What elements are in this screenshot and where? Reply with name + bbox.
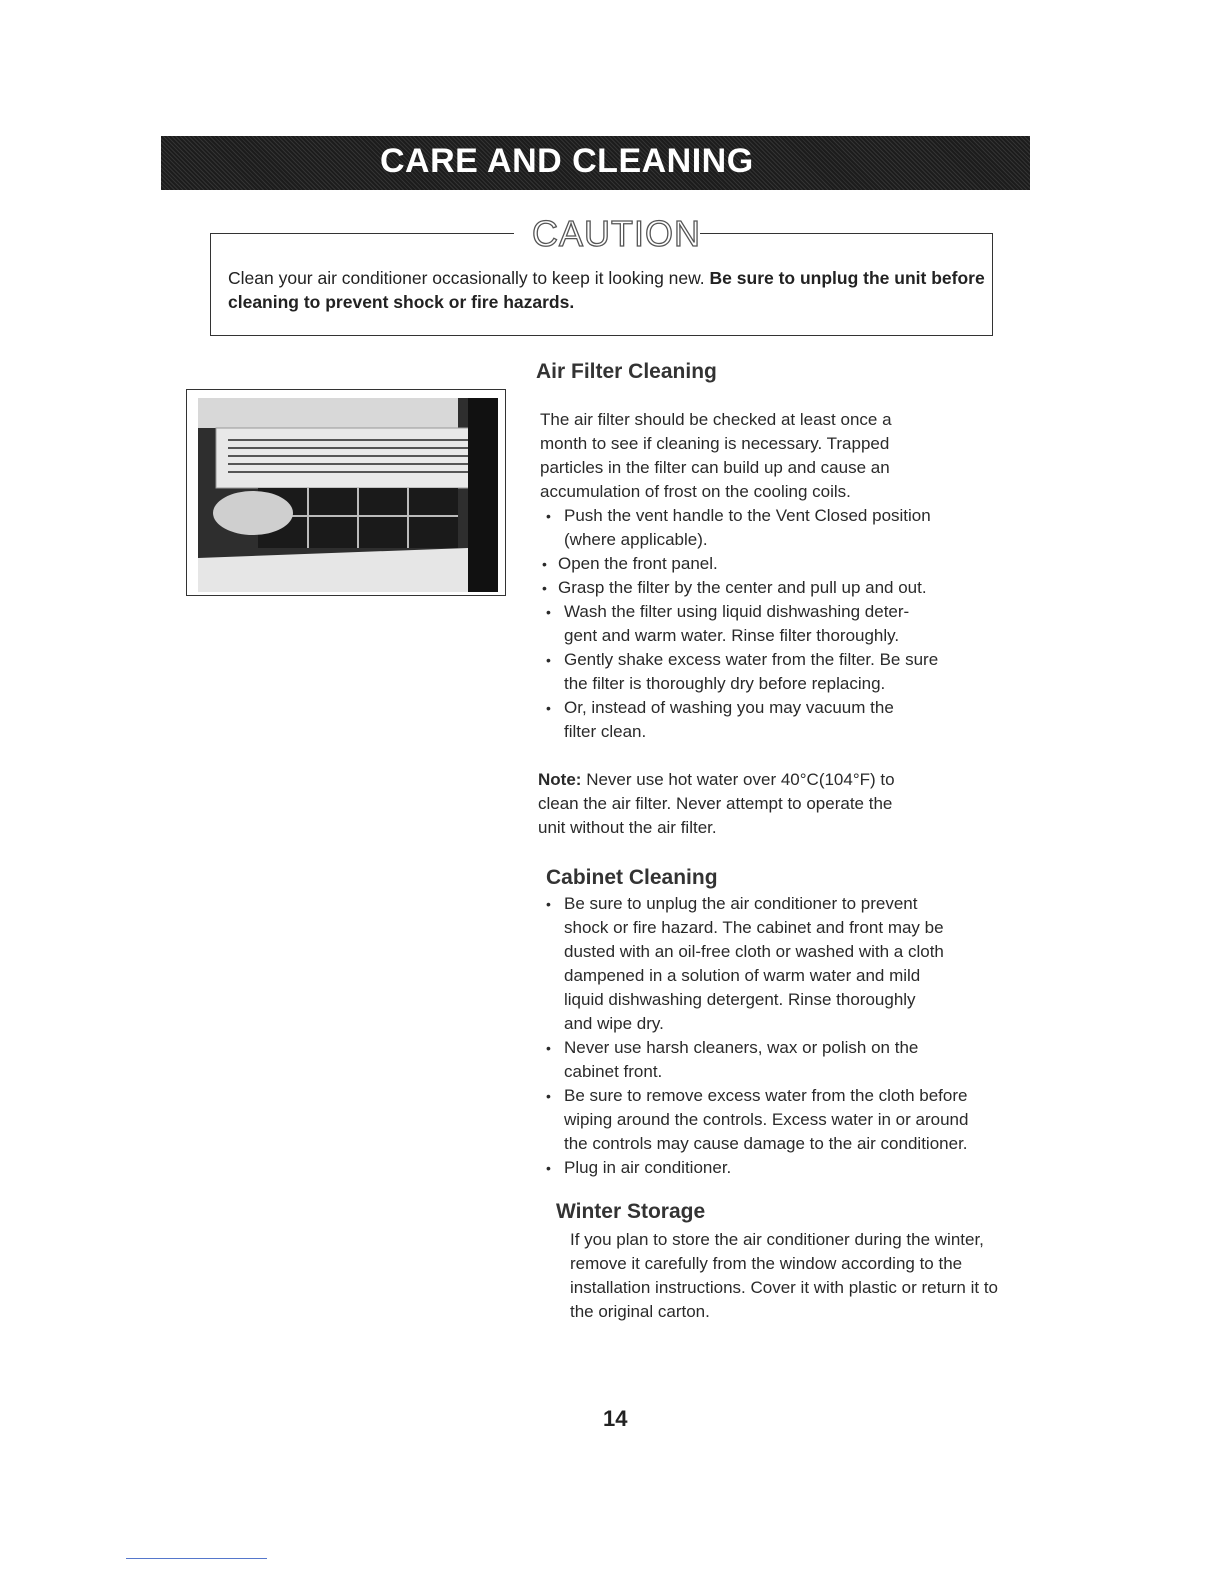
air-conditioner-filter-photo (198, 398, 498, 592)
list-item: • Gently shake excess water from the filter. Be sure the filter is thoroughly dry before replacing. (546, 650, 939, 693)
list-item: • Grasp the filter by the center and pull up and out. (542, 578, 927, 597)
caution-title: CAUTION (532, 213, 701, 254)
list-item: • Plug in air conditioner. (546, 1158, 732, 1177)
caution-text-bold: Be sure to unplug the unit before cleaning to prevent shock or fire hazards. (228, 268, 985, 312)
section-banner (161, 136, 1030, 190)
list-item: • Open the front panel. (542, 554, 718, 573)
air-filter-intro: The air filter should be checked at least once a month to see if cleaning is necessary. Trapped particles in the filter can build up and cause an accumulation of frost on the cooling coils. (540, 410, 892, 501)
list-item: • Or, instead of washing you may vacuum the filter clean. (546, 698, 894, 741)
cabinet-heading: Cabinet Cleaning (546, 866, 718, 889)
list-item: • Push the vent handle to the Vent Closed position (where applicable). (546, 506, 931, 549)
list-item: • Be sure to unplug the air conditioner to prevent shock or fire hazard. The cabinet and front may be dusted with an oil-free cloth or washed with a cloth dampened in a solution of warm water and mild liquid dishwashing detergent. Rinse thoroughly and wipe dry. (546, 894, 944, 1033)
note-label: Note: (538, 770, 582, 789)
list-item: • Be sure to remove excess water from the cloth before wiping around the controls. Excess water in or around the controls may cause damage to the air conditioner. (546, 1086, 969, 1153)
winter-heading: Winter Storage (556, 1200, 706, 1223)
note-text: Never use hot water over 40°C(104°F) to clean the air filter. Never attempt to operate the unit without the air filter. (538, 770, 895, 837)
list-item: • Wash the filter using liquid dishwashing deter-gent and warm water. Rinse filter thoroughly. (546, 602, 910, 645)
caution-text (228, 266, 988, 314)
winter-text: If you plan to store the air conditioner during the winter, remove it carefully from the window according to the installation instructions. Cover it with plastic or return it to the original carton. (570, 1230, 999, 1321)
list-item: • Never use harsh cleaners, wax or polish on the cabinet front. (546, 1038, 919, 1081)
footer-rule (126, 1558, 267, 1559)
air-filter-heading: Air Filter Cleaning (536, 360, 717, 383)
air-filter-bullets (540, 504, 960, 744)
page-number: 14 (603, 1406, 628, 1431)
caution-text-normal: Clean your air conditioner occasionally to keep it looking new. (228, 268, 705, 288)
page-title: CARE AND CLEANING (380, 142, 754, 180)
air-filter-note (538, 768, 918, 840)
cabinet-bullets (540, 892, 995, 1180)
